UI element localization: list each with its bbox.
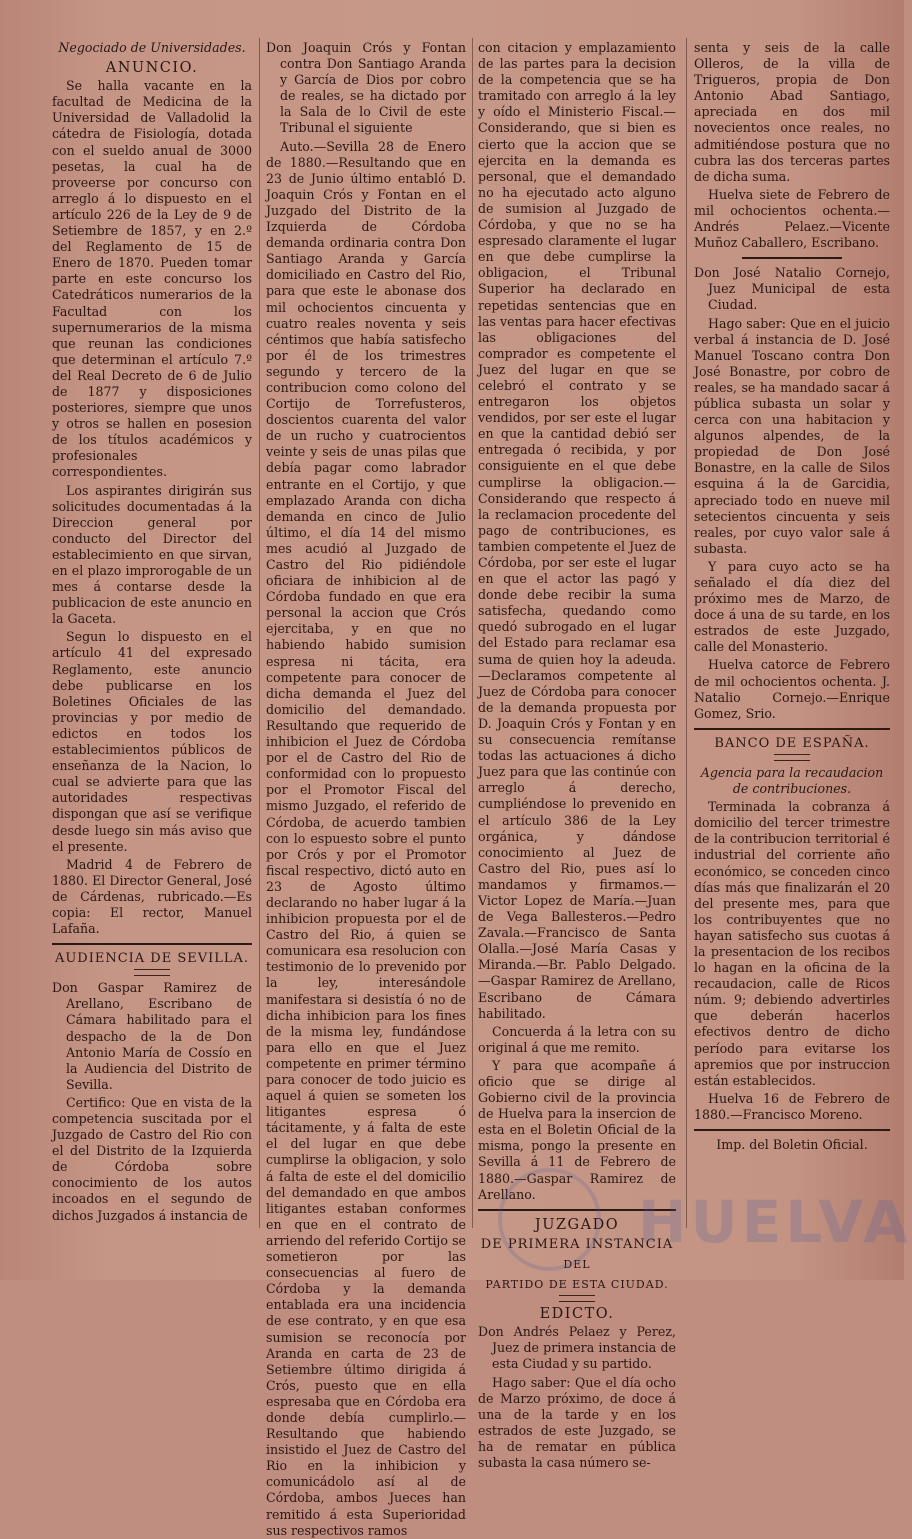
paragraph: Don José Natalio Cornejo, Juez Municipal de esta Ciudad. xyxy=(694,265,890,313)
paragraph: senta y seis de la calle Olleros, de la villa de Trigueros, propia de Don Antonio Abad Santiago, apreciada en dos mil novecientos once reales, no admitiéndose postura que no cubra las dos terceras partes de dicha suma. xyxy=(694,40,890,184)
subheading: PARTIDO DE ESTA CIUDAD. xyxy=(485,1278,669,1292)
paragraph: Segun lo dispuesto en el artículo 41 del expresado Reglamento, este anuncio debe publicarse en los Boletines Oficiales de las provincias y por medio de edictos en todos los establecimientos públicos de enseñanza de la Nacion, lo cual se advierte para que las autoridades respectivas dispongan que así se verifique desde luego sin más aviso que el presente. xyxy=(52,629,252,854)
divider xyxy=(52,943,252,945)
paragraph: Se halla vacante en la facultad de Medicina de la Universidad de Valladolid la cátedra de Fisiología, dotada con el sueldo anual de 3000 pesetas, la cual ha de proveerse por concurso con arreglo á lo dispuesto en el artículo 226 de la Ley de 9 de Setiembre de 1857, y en 2.º del Reglamento de 15 de Enero de 1870. Pueden tomar parte en este concurso los Catedráticos numerarios de la Facultad con los supernumerarios de la misma que reunan las condiciones que determinan el artículo 7.º del Real Decreto de 6 de Julio de 1877 y disposiciones posteriores, siempre que unos y otros se hallen en posesion de los títulos académicos y profesionales correspondientes. xyxy=(52,78,252,480)
column-4 xyxy=(694,40,890,1265)
paragraph: Don Joaquin Crós y Fontan contra Don Santiago Aranda y García de Dios por cobro de reales, se ha dictado por la Sala de lo Civil de este Tribunal el siguiente xyxy=(266,40,466,136)
signature: Huelva catorce de Febrero de mil ochocientos ochenta. J. Natalio Cornejo.—Enrique Gomez, Srio. xyxy=(694,657,890,721)
divider xyxy=(478,1209,676,1211)
section-label: Negociado de Universidades. xyxy=(58,40,246,55)
column-rule xyxy=(686,38,687,1228)
paragraph: Y para cuyo acto se ha señalado el día diez del próximo mes de Marzo, de doce á una de su tarde, en los estrados de este Juzgado, calle del Monasterio. xyxy=(694,558,890,655)
stamp-text: HUELVA xyxy=(638,1188,912,1256)
subheading: Agencia para la recaudacion de contribuciones. xyxy=(700,764,884,797)
paragraph: Hago saber: Que en el juicio verbal á instancia de D. José Manuel Toscano contra Don José Bonastre, por cobro de reales, se ha mandado sacar á pública subasta un solar y cerca con una habitacion y algunos alpendes, de la propiedad de Don José Bonastre, en la calle de Silos esquina á la de Garcidia, apreciado todo en nueve mil setecientos cincuenta y seis reales, por cuyo valor sale á subasta. xyxy=(694,315,890,556)
column-2 xyxy=(266,40,466,1538)
ornament-dash xyxy=(134,969,170,976)
subheading: DE PRIMERA INSTANCIA xyxy=(480,1236,674,1252)
subheading: DEL xyxy=(563,1257,591,1271)
heading-juzgado: JUZGADO xyxy=(534,1216,620,1233)
signature: Madrid 4 de Febrero de 1880. El Director General, José de Cárdenas, rubricado.—Es copia: El rector, Manuel Lafaña. xyxy=(52,856,252,937)
paragraph: Don Gaspar Ramirez de Arellano, Escribano de Cámara habilitado para el despacho de la de Don Antonio María de Cossío en la Audiencia del Distrito de Sevilla. xyxy=(52,980,252,1092)
heading-edicto: EDICTO. xyxy=(539,1306,615,1323)
divider xyxy=(694,728,890,730)
paragraph: Los aspirantes dirigirán sus solicitudes documentadas á la Direccion general por conducto del Director del establecimiento en que sirvan, en el plazo improrogable de un mes á contarse desde la publicacion de este anuncio en la Gaceta. xyxy=(52,482,252,627)
paragraph: Terminada la cobranza á domicilio del tercer trimestre de la contribucion territorial é industrial del corriente año económico, se conceden cinco días más que finalizarán el 20 del presente mes, para que los contribuyentes que no hayan satisfecho sus cuotas á la presentacion de los recibos lo hagan en la oficina de la recaudacion, calle de Ricos núm. 9; debiendo advertirles que deberán hacerlos efectivos dentro de dicho período para evitarse los apremios que por instruccion están establecidos. xyxy=(694,799,890,1088)
paragraph: Y para que acompañe á oficio que se dirige al Gobierno civil de la provincia de Huelva para la insercion de esta en el Boletin Oficial de la misma, pongo la presente en Sevilla á 11 de Febrero de 1880.—Gaspar Ramirez de Arellano. xyxy=(478,1057,676,1202)
paragraph: Hago saber: Que el día ocho de Marzo próximo, de doce á una de la tarde y en los estrados de este Juzgado, se ha de rematar en pública subasta la casa número se- xyxy=(478,1374,676,1470)
column-3 xyxy=(478,40,676,1470)
paragraph: con citacion y emplazamiento de las partes para la decision de la competencia que se ha tramitado con arreglo á la ley y oído el Ministerio Fiscal.—Considerando, que si bien es cierto que la accion que se ejercita en la demanda es personal, que el demandado no ha ejecutado acto alguno de sumision al Juzgado de Córdoba, y que no se ha espresado claramente el lugar en que debe cumplirse la obligacion, el Tribunal Superior ha declarado en repetidas sentencias que en las ventas para hacer efectivas las obligaciones del comprador es competente el Juez del lugar en que se celebró el contrato y se entregaron los objetos vendidos, por ser este el lugar en que la cantidad debió ser entregada ó recibida, y por consiguiente en el que debe cumplirse la obligacion.—Considerando que respecto á la reclamacion procedente del pago de contribuciones, es tambien competente el Juez de Córdoba, por ser este el lugar en que el actor las pagó y donde debe recibir la suma satisfecha, quedando como quedó subrogado en el lugar del Estado para reclamar esa suma de quien hoy la adeuda.—Declaramos competente al Juez de Córdoba para conocer de la demanda propuesta por D. Joaquin Crós y Fontan y en su consecuencia remítanse todas las actuaciones á dicho Juez para que las continúe con arreglo á derecho, cumpliéndose lo prevenido en el artículo 386 de la Ley orgánica, y dándose conocimiento al Juez de Castro del Rio, pues así lo mandamos y firmamos.—Victor Lopez de María.—Juan de Vega Ballesteros.—Pedro Zavala.—Francisco de Santa Olalla.—José María Casas y Miranda.—Br. Pablo Delgado.—Gaspar Ramirez de Arellano, Escribano de Cámara habilitado. xyxy=(478,40,676,1021)
signature: Huelva 16 de Febrero de 1880.—Francisco Moreno. xyxy=(694,1090,890,1122)
heading-audiencia: AUDIENCIA DE SEVILLA. xyxy=(54,951,250,967)
ornament-dash xyxy=(774,754,810,761)
heading-anuncio: ANUNCIO. xyxy=(105,60,199,77)
ornament-dash xyxy=(559,1295,595,1302)
heading-banco: BANCO DE ESPAÑA. xyxy=(714,735,870,751)
divider xyxy=(694,1129,890,1131)
imprint: Imp. del Boletin Oficial. xyxy=(716,1137,868,1152)
column-rule xyxy=(259,38,260,1228)
paragraph: Auto.—Sevilla 28 de Enero de 1880.—Resultando que en 23 de Junio último entabló D. Joaquin Crós y Fontan en el Juzgado del Distrito de la Izquierda de Córdoba demanda ordinaria contra Don Santiago Aranda y García domiciliado en Castro del Rio, para que este le abonase dos mil ochocientos cincuenta y cuatro reales noventa y seis céntimos que había satisfecho por él de los trimestres segundo y tercero de la contribucion como colono del Cortijo de Torrefusteros, doscientos cuarenta del valor de un rucho y cuatrocientos veinte y seis de unas pilas que debía pagar como labrador entrante en el Cortijo, y que emplazado Aranda con dicha demanda en cinco de Julio último, el día 14 del mismo mes acudió al Juzgado de Castro del Rio pidiéndole oficiara de inhibicion al de Córdoba fundado en que era personal la accion que Crós ejercitaba, y en que no habiendo habido sumision espresa ni tácita, era competente para conocer de dicha demanda el Juez del domicilio del demandado. Resultando que requerido de inhibicion el Juez de Córdoba por el de Castro del Rio de conformidad con lo propuesto por el Promotor Fiscal del mismo Juzgado, el referido de Córdoba, de acuerdo tambien con lo espuesto sobre el punto por Crós y por el Promotor fiscal respectivo, dictó auto en 23 de Agosto último declarando no haber lugar á la inhibicion propuesta por el de Castro del Rio, á quien se comunicara esa resolucion con testimonio de lo prevenido por la ley, interesándole manifestara si desistía ó no de dicha inhibicion para los fines de la misma ley, fundándose para ello en que el Juez competente en primer término para conocer de todo juicio es aquel á quien se someten los litigantes espresa ó tácitamente, y á falta de este el del lugar en que debe cumplirse la obligacion, y solo á falta de este el del domicilio del demandado en que ambos litigantes estaban conformes en que en el contrato de arriendo del referido Cortijo se sometieron por las consecuencias al fuero de Córdoba y la demanda entablada era una incidencia de ese contrato, y en que esa sumision se reconocía por Aranda en carta de 23 de Setiembre último dirigida á Crós, puesto que en ella espresaba que en Córdoba era donde debía cumplirlo.—Resultando que habiendo insistido el Juez de Castro del Rio en la inhibicion y comunicádolo así al de Córdoba, ambos Jueces han remitido á esta Superioridad sus respectivos ramos xyxy=(266,138,466,1538)
paragraph: Certifico: Que en vista de la competencia suscitada por el Juzgado de Castro del Rio con el del Distrito de la Izquierda de Córdoba sobre conocimiento de los autos incoados en el segundo de dichos Juzgados á instancia de xyxy=(52,1094,252,1223)
paragraph: Huelva siete de Febrero de mil ochocientos ochenta.—Andrés Pelaez.—Vicente Muñoz Caballero, Escribano. xyxy=(694,186,890,251)
paragraph: Don Andrés Pelaez y Perez, Juez de primera instancia de esta Ciudad y su partido. xyxy=(478,1324,676,1372)
column-1 xyxy=(52,40,252,1265)
paragraph: Concuerda á la letra con su original á que me remito. xyxy=(478,1023,676,1055)
column-rule xyxy=(472,38,473,1228)
divider xyxy=(742,257,842,259)
